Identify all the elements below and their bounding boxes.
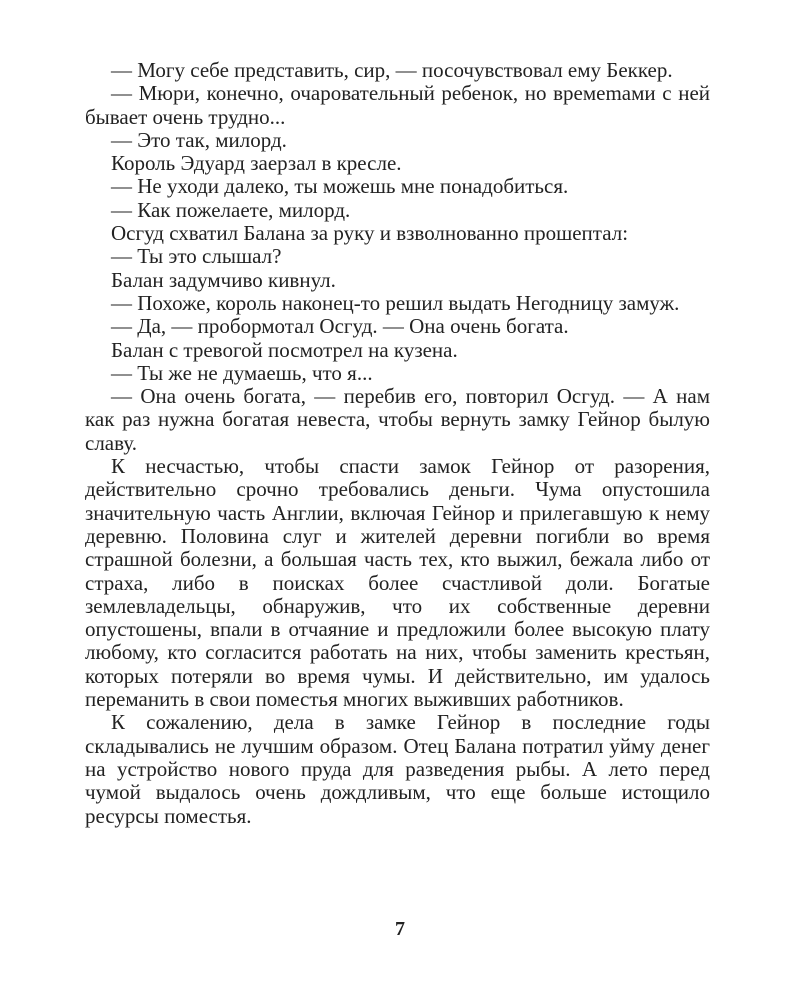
paragraph-12: Балан с тревогой посмотрел на кузена. (111, 337, 458, 362)
paragraph-15: К несчастью, чтобы спасти замок Гейнор от разорения, действительно срочно требовались деньги. Чума опустошила значительную часть Англии, включая Гейнор и прилегавшую к нему деревню. Половина слуг и жителей деревни погибли во время страшной болезни, а большая часть тех, кто выжил, бежала либо от страха, либо в поисках более счастливой доли. Богатые землевладельцы, обнаружив, что их собственные деревни опустошены, впали в отчаяние и предложили более высокую плату любому, кто согласится работать на них, чтобы заменить крестьян, которых потеряли во время чумы. И действительно, им удалось переманить в свои поместья многих выживших работников. (85, 454, 710, 712)
paragraph-1: — Могу себе представить, сир, — посочувствовал ему Беккер. (111, 58, 673, 82)
paragraph-10: — Похоже, король наконец-то решил выдать Негодницу замуж. (111, 290, 680, 315)
paragraph-16: К сожалению, дела в замке Гейнор в последние годы складывались не лучшим образом. Отец Балана потратил уйму денег на устройство нового пруда для разведения рыбы. А лето перед чумой выдалось очень дождливым, что еще больше истощило ресурсы поместья. (85, 710, 710, 828)
page-text (85, 59, 710, 828)
page-number: 7 (395, 918, 405, 940)
paragraph-3: — Это так, милорд. (111, 127, 287, 152)
paragraph-8: — Ты это слышал? (111, 244, 282, 269)
paragraph-4: Король Эдуард заерзал в кресле. (111, 151, 402, 176)
paragraph-14: — Она очень богата, — перебив его, повторил Осгуд. — А нам как раз нужна богатая невеста, чтобы вернуть замку Гейнор былую славу. (85, 384, 710, 455)
paragraph-7: Осгуд схватил Балана за руку и взволнованно прошептал: (111, 221, 629, 246)
paragraph-5: — Не уходи далеко, ты можешь мне понадобиться. (111, 174, 569, 199)
paragraph-2: — Мюри, конечно, очаровательный ребенок, но времеmами с ней бывает очень трудно... (85, 81, 710, 129)
paragraph-6: — Как пожелаете, милорд. (111, 197, 351, 222)
paragraph-9: Балан задумчиво кивнул. (111, 267, 336, 292)
paragraph-13: — Ты же не думаешь, что я... (111, 360, 373, 385)
paragraph-11: — Да, — пробормотал Осгуд. — Она очень богата. (111, 314, 569, 339)
